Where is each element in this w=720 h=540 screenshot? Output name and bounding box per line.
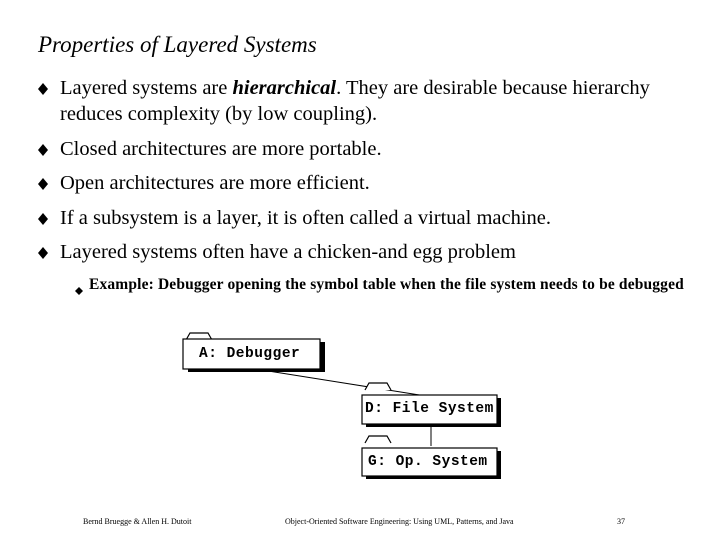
footer-page-number: 37 xyxy=(617,517,625,526)
sub-bullet-text: Example: Debugger opening the symbol table when the file system needs to be debugged xyxy=(89,276,684,293)
bullet-text-cont: . They are desirable because hierarchy reduces complexity (by low coupling). xyxy=(60,77,650,125)
bullet-text: Layered systems are xyxy=(60,77,233,99)
package-label-op-system: G: Op. System xyxy=(368,454,488,470)
footer-authors: Bernd Bruegge & Allen H. Dutoit xyxy=(83,517,192,526)
package-label-file-system: D: File System xyxy=(365,401,494,417)
footer-book: Object-Oriented Software Engineering: Using UML, Patterns, and Java xyxy=(285,517,514,526)
bullet-text: Open architectures are more efficient. xyxy=(60,172,370,194)
bullet-text: If a subsystem is a layer, it is often called a virtual machine. xyxy=(60,206,552,229)
bullet-text: Layered systems often have a chicken-and egg problem xyxy=(60,241,516,263)
package-tab xyxy=(365,383,391,390)
package-tab xyxy=(365,436,391,443)
bullet-text: Closed architectures are more portable. xyxy=(60,137,382,160)
dependency-line-debugger-filesystem xyxy=(262,370,432,397)
slide-title: Properties of Layered Systems xyxy=(38,32,317,57)
package-label-debugger: A: Debugger xyxy=(199,346,301,362)
bullet-emphasis: hierarchical xyxy=(232,77,337,99)
